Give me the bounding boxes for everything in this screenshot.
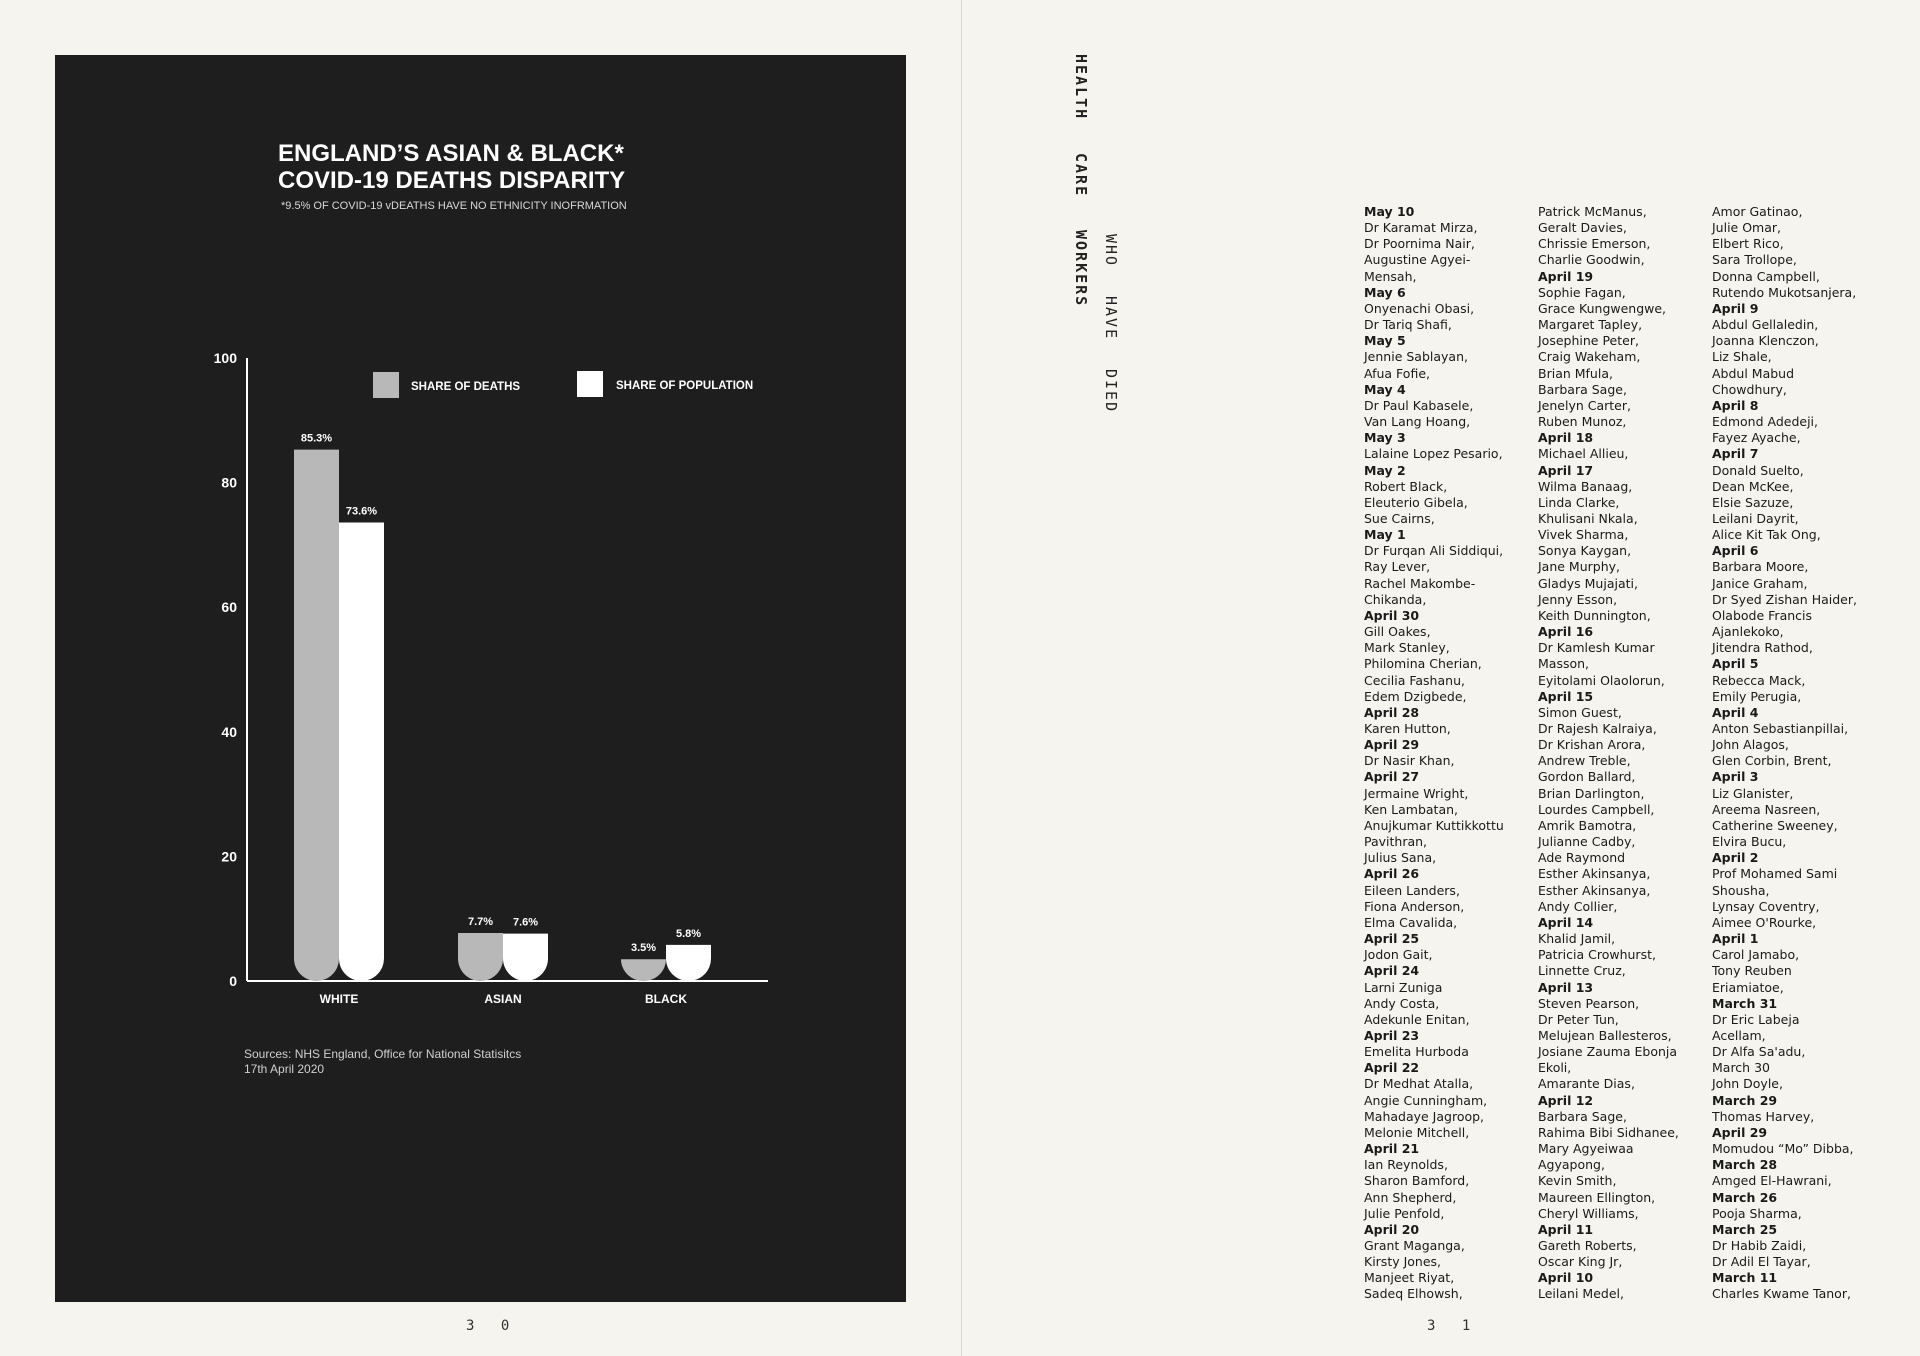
date-heading: April 9 <box>1712 300 1759 316</box>
name-entry: Agyapong, <box>1538 1157 1605 1173</box>
bar-label-black-population: 5.8% <box>675 927 702 940</box>
name-entry: Tony Reuben <box>1712 963 1792 979</box>
name-entry: Sonya Kaygan, <box>1538 543 1632 559</box>
date-heading: May 2 <box>1364 462 1406 478</box>
date-heading: April 13 <box>1538 979 1594 995</box>
name-entry: Simon Guest, <box>1538 704 1622 720</box>
name-entry: Mahadaye Jagroop, <box>1364 1108 1485 1124</box>
name-entry: Eleuterio Gibela, <box>1364 494 1468 510</box>
bar-label-asian-population: 7.6% <box>512 916 539 929</box>
name-entry: Patricia Crowhurst, <box>1538 947 1656 963</box>
name-entry: John Doyle, <box>1712 1076 1783 1092</box>
chart-source-line-1: Sources: NHS England, Office for National Statisitcs <box>244 1047 522 1061</box>
name-entry: Andy Collier, <box>1538 898 1618 914</box>
bar-black-population <box>666 945 711 981</box>
name-entry: Thomas Harvey, <box>1712 1108 1815 1124</box>
name-entry: Amor Gatinao, <box>1712 204 1803 219</box>
legend-swatch-deaths <box>373 372 399 398</box>
name-entry: Vivek Sharma, <box>1538 527 1629 543</box>
bar-chart <box>55 55 906 1302</box>
bars <box>294 450 711 981</box>
date-heading: May 6 <box>1364 284 1406 300</box>
chart-title-line-2: COVID-19 DEATHS DISPARITY <box>278 167 626 194</box>
name-entry: Dr Nasir Khan, <box>1364 753 1455 769</box>
name-entry: Fayez Ayache, <box>1712 430 1801 446</box>
name-entry: Steven Pearson, <box>1538 995 1640 1011</box>
name-entry: Lynsay Coventry, <box>1712 898 1820 914</box>
bar-asian-population <box>503 934 548 981</box>
y-tick-labels <box>214 350 238 989</box>
name-entry: Brian Darlington, <box>1538 785 1645 801</box>
name-entry: Sophie Fagan, <box>1538 284 1626 300</box>
name-entry: Alice Kit Tak Ong, <box>1712 527 1821 543</box>
bar-asian-deaths <box>458 933 503 981</box>
title-word-have: HAVE <box>1102 296 1120 341</box>
name-entry: Karen Hutton, <box>1364 721 1451 736</box>
date-heading: April 11 <box>1538 1221 1594 1237</box>
name-entry: Sharon Bamford, <box>1364 1173 1470 1189</box>
name-entry: Rutendo Mukotsanjera, <box>1712 284 1857 300</box>
y-tick-label-80: 80 <box>221 474 237 491</box>
name-entry: Oscar King Jr, <box>1538 1254 1623 1270</box>
name-entry: Cheryl Williams, <box>1538 1205 1639 1221</box>
name-entry: Anton Sebastianpillai, <box>1712 721 1849 736</box>
name-entry: Charles Kwame Tanor, <box>1712 1286 1851 1302</box>
date-heading: March 26 <box>1712 1189 1778 1205</box>
name-entry: Linda Clarke, <box>1538 494 1620 510</box>
name-entry: Eyitolami Olaolorun, <box>1538 672 1665 688</box>
name-entry: Emily Perugia, <box>1712 688 1802 704</box>
name-entry: Glen Corbin, Brent, <box>1712 753 1832 769</box>
y-tick-label-100: 100 <box>213 350 237 366</box>
name-entry: Barbara Sage, <box>1538 381 1627 397</box>
name-entry: Andy Costa, <box>1364 995 1440 1011</box>
name-entry: Donald Suelto, <box>1712 462 1804 478</box>
name-entry: Khulisani Nkala, <box>1538 510 1638 526</box>
name-entry: Ruben Munoz, <box>1538 414 1627 430</box>
bar-white-population <box>339 522 384 981</box>
name-entry: Amged El-Hawrani, <box>1712 1173 1832 1189</box>
name-entry: Kevin Smith, <box>1538 1173 1617 1189</box>
name-entry: Jodon Gait, <box>1364 947 1433 963</box>
name-entry: Catherine Sweeney, <box>1712 817 1838 833</box>
name-entry: Robert Black, <box>1364 478 1448 494</box>
name-entry: Adekunle Enitan, <box>1364 1011 1470 1027</box>
date-heading: April 25 <box>1364 931 1420 947</box>
name-entry: Jitendra Rathod, <box>1712 640 1813 656</box>
name-entry: Ann Shepherd, <box>1364 1189 1457 1205</box>
date-heading: April 26 <box>1364 866 1420 882</box>
name-entry: Larni Zuniga <box>1364 979 1443 995</box>
name-entry: Elsie Sazuze, <box>1712 494 1794 510</box>
name-entry: Lourdes Campbell, <box>1538 801 1655 817</box>
name-entry: Mark Stanley, <box>1364 640 1450 656</box>
names-column-2 <box>1538 204 1710 1303</box>
name-entry: Grant Maganga, <box>1364 1238 1465 1253</box>
name-entry: Carol Jamabo, <box>1712 947 1800 963</box>
x-tick-label-white: WHITE <box>319 992 359 1006</box>
name-entry: Chowdhury, <box>1712 381 1787 397</box>
name-entry: Barbara Moore, <box>1712 559 1809 575</box>
date-heading: April 6 <box>1712 543 1759 559</box>
name-entry: Khalid Jamil, <box>1538 931 1616 947</box>
name-entry: Prof Mohamed Sami <box>1712 866 1838 882</box>
title-word-died: DIED <box>1102 369 1120 414</box>
name-entry: Shousha, <box>1712 882 1770 898</box>
name-entry: Anujkumar Kuttikkottu <box>1364 817 1504 833</box>
name-entry: Amrik Bamotra, <box>1538 817 1637 833</box>
name-entry: Liz Glanister, <box>1712 785 1794 801</box>
date-heading: April 12 <box>1538 1092 1594 1108</box>
name-entry: Lalaine Lopez Pesario, <box>1364 446 1503 462</box>
date-heading: April 29 <box>1712 1124 1768 1140</box>
name-entry: Elvira Bucu, <box>1712 834 1787 850</box>
name-entry: Ray Lever, <box>1364 559 1431 575</box>
y-tick-label-60: 60 <box>221 599 237 616</box>
y-tick-label-20: 20 <box>221 848 237 865</box>
name-entry: Julie Omar, <box>1712 220 1782 236</box>
name-entry: Liz Shale, <box>1712 349 1772 365</box>
name-entry: Esther Akinsanya, <box>1538 882 1651 898</box>
name-entry: John Alagos, <box>1712 737 1789 753</box>
name-entry: Acellam, <box>1712 1027 1766 1043</box>
name-entry: Gill Oakes, <box>1364 624 1431 640</box>
name-entry: Ekoli, <box>1538 1060 1572 1076</box>
page-number: 3 1 <box>1427 1318 1480 1334</box>
name-entry: Donna Campbell, <box>1712 268 1820 284</box>
name-entry: Elma Cavalida, <box>1364 914 1458 930</box>
bar-label-black-deaths: 3.5% <box>630 942 657 955</box>
x-tick-labels <box>320 992 688 1006</box>
x-tick-label-asian: ASIAN <box>484 992 522 1006</box>
date-heading: March 31 <box>1712 995 1778 1011</box>
date-heading: April 16 <box>1538 624 1594 640</box>
date-heading: April 2 <box>1712 850 1759 866</box>
name-entry: Michael Allieu, <box>1538 446 1629 462</box>
name-entry: Mensah, <box>1364 268 1417 284</box>
name-entry: Cecilia Fashanu, <box>1364 672 1465 688</box>
name-entry: Chikanda, <box>1364 591 1427 607</box>
name-entry: Dr Alfa Sa'adu, <box>1712 1044 1806 1060</box>
date-heading: March 29 <box>1712 1092 1778 1108</box>
name-entry: Dr Paul Kabasele, <box>1364 397 1474 413</box>
name-entry: Dr Habib Zaidi, <box>1712 1238 1807 1253</box>
name-entry: Sadeq Elhowsh, <box>1364 1286 1463 1302</box>
name-entry: Grace Kungwengwe, <box>1538 300 1667 316</box>
name-entry: Melujean Ballesteros, <box>1538 1027 1672 1043</box>
date-heading: April 29 <box>1364 737 1420 753</box>
name-entry: Dr Adil El Tayar, <box>1712 1254 1811 1270</box>
name-entry: Van Lang Hoang, <box>1364 414 1471 430</box>
name-entry: Ade Raymond <box>1538 850 1626 866</box>
name-entry: Josephine Peter, <box>1538 333 1639 349</box>
name-entry: Geralt Davies, <box>1538 220 1627 236</box>
date-heading: March 28 <box>1712 1157 1778 1173</box>
date-heading: April 4 <box>1712 704 1759 720</box>
date-heading: April 21 <box>1364 1141 1420 1157</box>
legend <box>373 371 753 398</box>
name-entry: Leilani Dayrit, <box>1712 510 1799 526</box>
name-entry: Dr Karamat Mirza, <box>1364 220 1478 236</box>
page-number: 3 0 <box>466 1318 519 1334</box>
date-heading: April 7 <box>1712 446 1759 462</box>
title-word-who: WHO <box>1102 234 1120 268</box>
name-entry: Chrissie Emerson, <box>1538 236 1651 252</box>
name-entry: Masson, <box>1538 656 1590 672</box>
y-tick-label-40: 40 <box>221 723 237 740</box>
date-heading: April 28 <box>1364 704 1420 720</box>
bar-black-deaths <box>621 959 666 981</box>
name-entry: Areema Nasreen, <box>1712 801 1821 817</box>
date-heading: April 5 <box>1712 656 1759 672</box>
name-entry: Onyenachi Obasi, <box>1364 300 1475 316</box>
x-tick-label-black: BLACK <box>645 992 687 1006</box>
name-entry: Keith Dunnington, <box>1538 607 1651 623</box>
name-entry: Mary Agyeiwaa <box>1538 1141 1634 1157</box>
name-entry: Emelita Hurboda <box>1364 1044 1469 1060</box>
date-heading: April 17 <box>1538 462 1594 478</box>
name-entry: Julius Sana, <box>1364 850 1437 866</box>
name-entry: Edem Dzigbede, <box>1364 688 1467 704</box>
chart-subtitle: *9.5% OF COVID-19 vDEATHS HAVE NO ETHNICITY INOFRMATION <box>281 200 627 212</box>
date-heading: May 5 <box>1364 333 1406 349</box>
name-entry: Dr Rajesh Kalraiya, <box>1538 721 1657 736</box>
name-entry: Abdul Mabud <box>1712 365 1795 381</box>
date-heading: April 1 <box>1712 931 1759 947</box>
bar-white-deaths <box>294 450 339 981</box>
name-entry: Jennie Sablayan, <box>1364 349 1468 365</box>
name-entry: Abdul Gellaledin, <box>1712 317 1819 333</box>
date-heading: April 10 <box>1538 1270 1594 1286</box>
name-entry: Edmond Adedeji, <box>1712 414 1818 430</box>
name-entry: Olabode Francis <box>1712 607 1813 623</box>
bar-label-asian-deaths: 7.7% <box>467 916 494 929</box>
title-word-workers: WORKERS <box>1072 230 1090 308</box>
names-column-1 <box>1364 204 1536 1303</box>
name-entry: Gareth Roberts, <box>1538 1238 1637 1253</box>
name-entry: Aimee O'Rourke, <box>1712 914 1817 930</box>
name-entry: Dr Tariq Shafi, <box>1364 317 1452 333</box>
name-entry: Pavithran, <box>1364 834 1428 850</box>
name-entry: Wilma Banaag, <box>1538 478 1633 494</box>
name-entry: Jenny Esson, <box>1538 591 1618 607</box>
name-entry: Janice Graham, <box>1712 575 1808 591</box>
title-word-health: HEALTH <box>1072 54 1090 121</box>
name-entry: Maureen Ellington, <box>1538 1189 1656 1205</box>
date-heading: April 8 <box>1712 397 1759 413</box>
legend-swatch-population <box>577 371 603 397</box>
name-entry: Julianne Cadby, <box>1538 834 1636 850</box>
y-tick-label-0: 0 <box>229 973 237 989</box>
section-title-light <box>1102 234 1120 413</box>
date-heading: May 10 <box>1364 204 1415 219</box>
name-entry: Linnette Cruz, <box>1538 963 1626 979</box>
date-heading: May 3 <box>1364 430 1406 446</box>
name-entry: Melonie Mitchell, <box>1364 1124 1470 1140</box>
section-title-bold <box>1072 54 1090 308</box>
name-entry: Esther Akinsanya, <box>1538 866 1651 882</box>
date-heading: April 23 <box>1364 1027 1420 1043</box>
name-entry: Julie Penfold, <box>1364 1205 1445 1221</box>
name-entry: Jermaine Wright, <box>1364 785 1469 801</box>
date-heading: April 19 <box>1538 268 1594 284</box>
name-entry: Fiona Anderson, <box>1364 898 1465 914</box>
name-entry: Dr Syed Zishan Haider, <box>1712 591 1857 607</box>
name-entry: Josiane Zauma Ebonja <box>1538 1044 1678 1060</box>
date-heading: May 1 <box>1364 527 1406 543</box>
name-entry: Gordon Ballard, <box>1538 769 1636 785</box>
name-entry: Pooja Sharma, <box>1712 1205 1802 1221</box>
name-entry: Momudou “Mo” Dibba, <box>1712 1141 1854 1157</box>
name-entry: Leilani Medel, <box>1538 1286 1624 1302</box>
title-word-care: CARE <box>1072 153 1090 198</box>
name-entry: March 30 <box>1712 1060 1770 1076</box>
name-entry: Manjeet Riyat, <box>1364 1270 1455 1286</box>
date-heading: April 30 <box>1364 607 1420 623</box>
date-heading: March 25 <box>1712 1221 1778 1237</box>
date-heading: April 27 <box>1364 769 1420 785</box>
bar-label-white-deaths: 85.3% <box>300 432 333 445</box>
name-entry: Jane Murphy, <box>1538 559 1621 575</box>
name-entry: Rachel Makombe- <box>1364 575 1476 591</box>
name-entry: Dr Furqan Ali Siddiqui, <box>1364 543 1504 559</box>
names-column-3 <box>1712 204 1884 1303</box>
name-entry: Jenelyn Carter, <box>1538 397 1631 413</box>
name-entry: Dr Medhat Atalla, <box>1364 1076 1474 1092</box>
date-heading: April 15 <box>1538 688 1594 704</box>
date-heading: April 22 <box>1364 1060 1420 1076</box>
name-entry: Charlie Goodwin, <box>1538 252 1645 268</box>
name-entry: Ajanlekoko, <box>1712 624 1784 640</box>
name-entry: Amarante Dias, <box>1538 1076 1635 1092</box>
name-entry: Eriamiatoe, <box>1712 979 1784 995</box>
name-entry: Joanna Klenczon, <box>1712 333 1819 349</box>
name-entry: Augustine Agyei- <box>1364 252 1471 268</box>
name-entry: Andrew Treble, <box>1538 753 1631 769</box>
date-heading: April 24 <box>1364 963 1420 979</box>
name-entry: Gladys Mujajati, <box>1538 575 1638 591</box>
date-heading: April 3 <box>1712 769 1759 785</box>
name-entry: Philomina Cherian, <box>1364 656 1482 672</box>
date-heading: May 4 <box>1364 381 1406 397</box>
name-entry: Dr Eric Labeja <box>1712 1011 1800 1027</box>
name-entry: Eileen Landers, <box>1364 882 1460 898</box>
name-entry: Barbara Sage, <box>1538 1108 1627 1124</box>
name-entry: Rebecca Mack, <box>1712 672 1806 688</box>
date-heading: April 14 <box>1538 914 1594 930</box>
name-entry: Craig Wakeham, <box>1538 349 1641 365</box>
name-entry: Afua Fofie, <box>1364 365 1430 381</box>
name-entry: Margaret Tapley, <box>1538 317 1643 333</box>
y-axis <box>214 350 247 989</box>
name-entry: Ian Reynolds, <box>1364 1157 1448 1173</box>
name-entry: Dr Krishan Arora, <box>1538 737 1646 753</box>
legend-label-deaths: SHARE OF DEATHS <box>411 381 521 393</box>
name-entry: Dr Kamlesh Kumar <box>1538 640 1655 656</box>
chart-poster <box>55 55 906 1302</box>
legend-label-population: SHARE OF POPULATION <box>616 380 754 392</box>
name-entry: Dr Peter Tun, <box>1538 1011 1619 1027</box>
name-entry: Rahima Bibi Sidhanee, <box>1538 1124 1679 1140</box>
name-entry: Dean McKee, <box>1712 478 1794 494</box>
date-heading: March 11 <box>1712 1270 1778 1286</box>
right-page <box>961 0 1920 1356</box>
name-entry: Sara Trollope, <box>1712 252 1797 268</box>
date-heading: April 20 <box>1364 1221 1420 1237</box>
name-entry: Dr Poornima Nair, <box>1364 236 1475 252</box>
name-entry: Elbert Rico, <box>1712 236 1784 252</box>
bar-label-white-population: 73.6% <box>345 505 378 518</box>
name-entry: Brian Mfula, <box>1538 365 1613 381</box>
chart-source-line-2: 17th April 2020 <box>244 1062 325 1076</box>
name-entry: Sue Cairns, <box>1364 510 1435 526</box>
name-entry: Patrick McManus, <box>1538 204 1647 219</box>
name-entry: Angie Cunningham, <box>1364 1092 1488 1108</box>
date-heading: April 18 <box>1538 430 1594 446</box>
name-entry: Ken Lambatan, <box>1364 801 1459 817</box>
name-entry: Kirsty Jones, <box>1364 1254 1442 1270</box>
chart-title-line-1: ENGLAND’S ASIAN & BLACK* <box>278 140 624 167</box>
